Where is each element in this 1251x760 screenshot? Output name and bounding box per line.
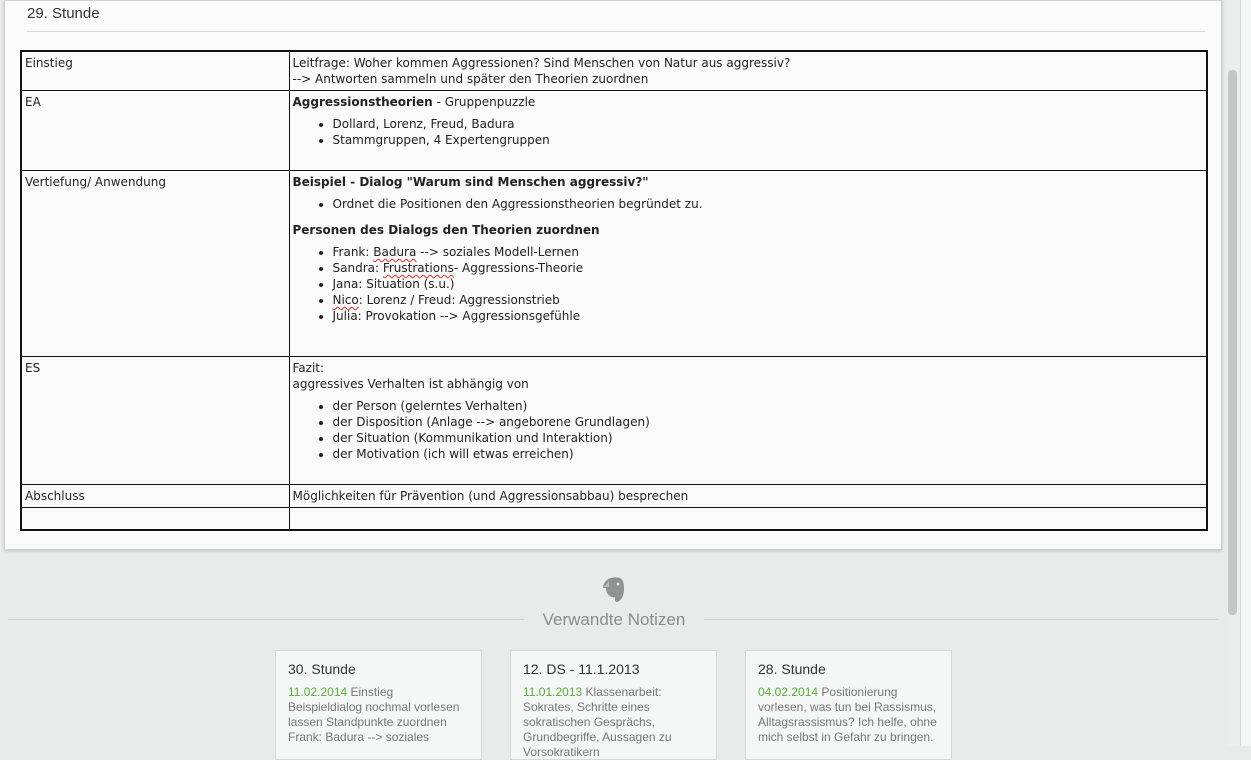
list-item: • Jana: Situation (s.u.) <box>333 276 1204 292</box>
evernote-elephant-icon <box>602 576 626 604</box>
related-note-title: 28. Stunde <box>758 661 826 677</box>
list-item: • der Person (gelerntes Verhalten) <box>333 398 1204 414</box>
related-note-card[interactable] <box>275 650 482 760</box>
related-note-title: 30. Stunde <box>288 661 356 677</box>
related-note-card[interactable] <box>510 650 717 760</box>
title-divider <box>27 31 1205 32</box>
list-item: • Stammgruppen, 4 Expertengruppen <box>333 132 1204 148</box>
content-cell <box>289 51 1207 91</box>
phase-cell: EA <box>21 91 289 171</box>
divider <box>8 619 524 620</box>
cell-heading: Beispiel - Dialog "Warum sind Menschen aggressiv?" <box>292 175 649 189</box>
list-item: • Frank: Badura --> soziales Modell-Lernen <box>333 244 1204 260</box>
table-row <box>21 51 1207 91</box>
scrollbar-thumb[interactable] <box>1228 70 1237 615</box>
list-item: • Dollard, Lorenz, Freud, Badura <box>333 116 1204 132</box>
note-content <box>4 0 1222 550</box>
bullet-list <box>333 398 1204 462</box>
content-cell <box>289 171 1207 357</box>
bullet-list <box>333 116 1204 148</box>
list-item: • Julia: Provokation --> Aggressionsgefühle <box>333 308 1204 324</box>
related-notes-heading: Verwandte Notizen <box>542 610 686 629</box>
related-note-snippet: 11.02.2014 Einstieg Beispieldialog nochmal vorlesen lassen Standpunkte zuordnen Frank: Badura --> soziales <box>288 685 460 744</box>
cell-text: Fazit: <box>292 361 325 375</box>
list-item: • Sandra: Frustrations- Aggressions-Theorie <box>333 260 1204 276</box>
cell-heading: Aggressionstheorien - Gruppenpuzzle <box>292 95 536 109</box>
phase-cell: Abschluss <box>21 485 289 508</box>
table-row <box>21 91 1207 171</box>
list-item: • Nico: Lorenz / Freud: Aggressionstrieb <box>333 292 1204 308</box>
window-edge <box>1240 0 1251 746</box>
lesson-plan-table <box>20 50 1208 531</box>
note-title: 29. Stunde <box>27 5 100 22</box>
content-cell <box>289 357 1207 485</box>
related-note-snippet: 11.01.2013 Klassenarbeit: Sokrates, Schritte eines sokratischen Gesprächs, Grundbegriffe, Aussagen zu Vorsokratikern <box>523 685 672 759</box>
table-row <box>21 357 1207 485</box>
bullet-list <box>333 196 1204 212</box>
cell-text: aggressives Verhalten ist abhängig von <box>292 377 529 391</box>
content-cell <box>289 91 1207 171</box>
related-note-card[interactable] <box>745 650 952 760</box>
related-note-title: 12. DS - 11.1.2013 <box>523 661 640 677</box>
phase-cell: Einstieg <box>21 51 289 91</box>
list-item: • der Situation (Kommunikation und Interaktion) <box>333 430 1204 446</box>
list-item: • der Motivation (ich will etwas erreichen) <box>333 446 1204 462</box>
phase-cell: ES <box>21 357 289 485</box>
cell-text: Leitfrage: Woher kommen Aggressionen? Sind Menschen von Natur aus aggressiv? <box>292 56 791 70</box>
related-note-snippet: 04.02.2014 Positionierung vorlesen, was tun bei Rassismus, Alltagsrassismus? Ich helfe, ohne mich selbst in Gefahr zu bringen. <box>758 685 937 744</box>
table-row <box>21 485 1207 508</box>
content-cell: Möglichkeiten für Prävention (und Aggressionsabbau) besprechen <box>289 485 1207 508</box>
bullet-list <box>333 244 1204 324</box>
divider <box>704 619 1218 620</box>
cell-text: --> Antworten sammeln und später den Theorien zuordnen <box>292 72 649 86</box>
table-row <box>21 508 1207 530</box>
list-item: • der Disposition (Anlage --> angeborene Grundlagen) <box>333 414 1204 430</box>
content-cell <box>289 508 1207 530</box>
list-item: • Ordnet die Positionen den Aggressionstheorien begründet zu. <box>333 196 1204 212</box>
table-row <box>21 171 1207 357</box>
cell-heading: Personen des Dialogs den Theorien zuordnen <box>292 223 600 237</box>
phase-cell <box>21 508 289 530</box>
phase-cell: Vertiefung/ Anwendung <box>21 171 289 357</box>
